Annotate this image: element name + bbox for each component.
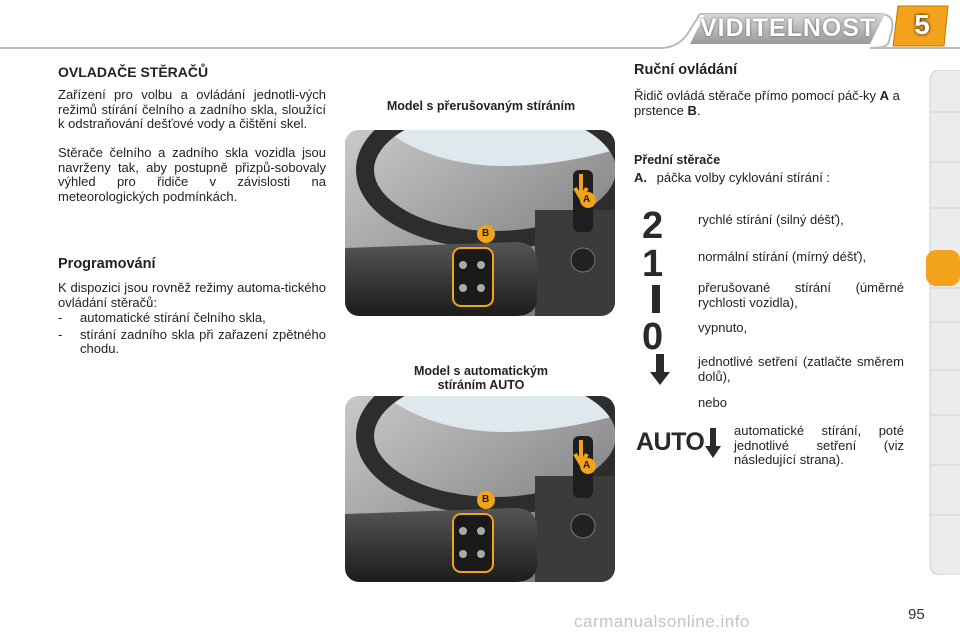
chapter-tabs bbox=[926, 70, 960, 575]
chapter-title: VIDITELNOST bbox=[700, 14, 877, 42]
list-item: - automatické stírání čelního skla, bbox=[58, 310, 266, 325]
chapter-number: 5 bbox=[914, 9, 930, 40]
svg-text:0: 0 bbox=[642, 316, 664, 352]
list-item: - stírání zadního skla při zařazení zpětného chodu. bbox=[58, 326, 326, 356]
mode-intermittent: přerušované stírání (úměrné rychlosti vozidla), bbox=[698, 280, 904, 310]
number-1-icon bbox=[640, 243, 680, 279]
mode-fast: rychlé stírání (silný déšť), bbox=[698, 212, 844, 227]
auto-arrow-down-icon bbox=[704, 426, 722, 460]
mode-auto: automatické stírání, poté jednotlivé setření (viz následující strana). bbox=[734, 423, 904, 467]
lever-description: A. páčka volby cyklování stírání : bbox=[634, 170, 831, 185]
mode-single-wipe: jednotlivé setření (zatlačte směrem dolů), bbox=[698, 354, 904, 384]
caption-auto-model: Model s automatickým stíráním AUTO bbox=[413, 364, 549, 392]
mode-normal: normální stírání (mírný déšť), bbox=[698, 249, 867, 264]
label-b: B bbox=[482, 494, 490, 505]
photo-wiper-stalk-auto bbox=[345, 396, 615, 582]
manual-control-intro: Řidič ovládá stěrače přímo pomocí páč-ky A a prstence B. bbox=[634, 88, 900, 118]
svg-text:1: 1 bbox=[642, 243, 664, 279]
page-number: 95 bbox=[908, 606, 925, 623]
auto-icon: AUTO bbox=[636, 428, 705, 456]
arrow-down-icon bbox=[640, 352, 680, 388]
label-b: B bbox=[482, 228, 490, 239]
intro-paragraph-2: Stěrače čelního a zadního skla vozidla jsou navrženy tak, aby postupně přizpů-sobovaly výhled pro řidiče v závislosti na meteorologických podmínkách. bbox=[58, 145, 326, 204]
photo-wiper-stalk-intermittent bbox=[345, 130, 615, 316]
number-0-icon bbox=[640, 316, 680, 352]
label-a: A bbox=[583, 460, 591, 471]
page-header bbox=[0, 0, 960, 52]
number-2-icon bbox=[640, 205, 680, 241]
programming-heading: Programování bbox=[58, 256, 156, 272]
intermittent-i-icon bbox=[640, 281, 680, 317]
mode-off: vypnuto, bbox=[698, 320, 748, 335]
label-a: A bbox=[583, 194, 591, 205]
svg-text:2: 2 bbox=[642, 205, 664, 241]
manual-control-heading: Ruční ovládání bbox=[634, 62, 738, 78]
or-text: nebo bbox=[698, 395, 727, 410]
programming-list bbox=[58, 311, 326, 357]
watermark: carmanualsonline.info bbox=[574, 612, 750, 631]
intro-paragraph-1: Zařízení pro volbu a ovládání jednotli-vých režimů stírání čelního a zadního skla, sloužící k odstraňování dešťové vody a čištění skel. bbox=[58, 87, 326, 131]
programming-text: K dispozici jsou rovněž režimy automa-tického ovládání stěračů: bbox=[58, 280, 326, 310]
caption-intermittent-model: Model s přerušovaným stíráním bbox=[386, 99, 576, 113]
front-wipers-heading: Přední stěrače bbox=[634, 153, 721, 167]
section-heading: OVLADAČE STĚRAČŮ bbox=[58, 64, 209, 80]
